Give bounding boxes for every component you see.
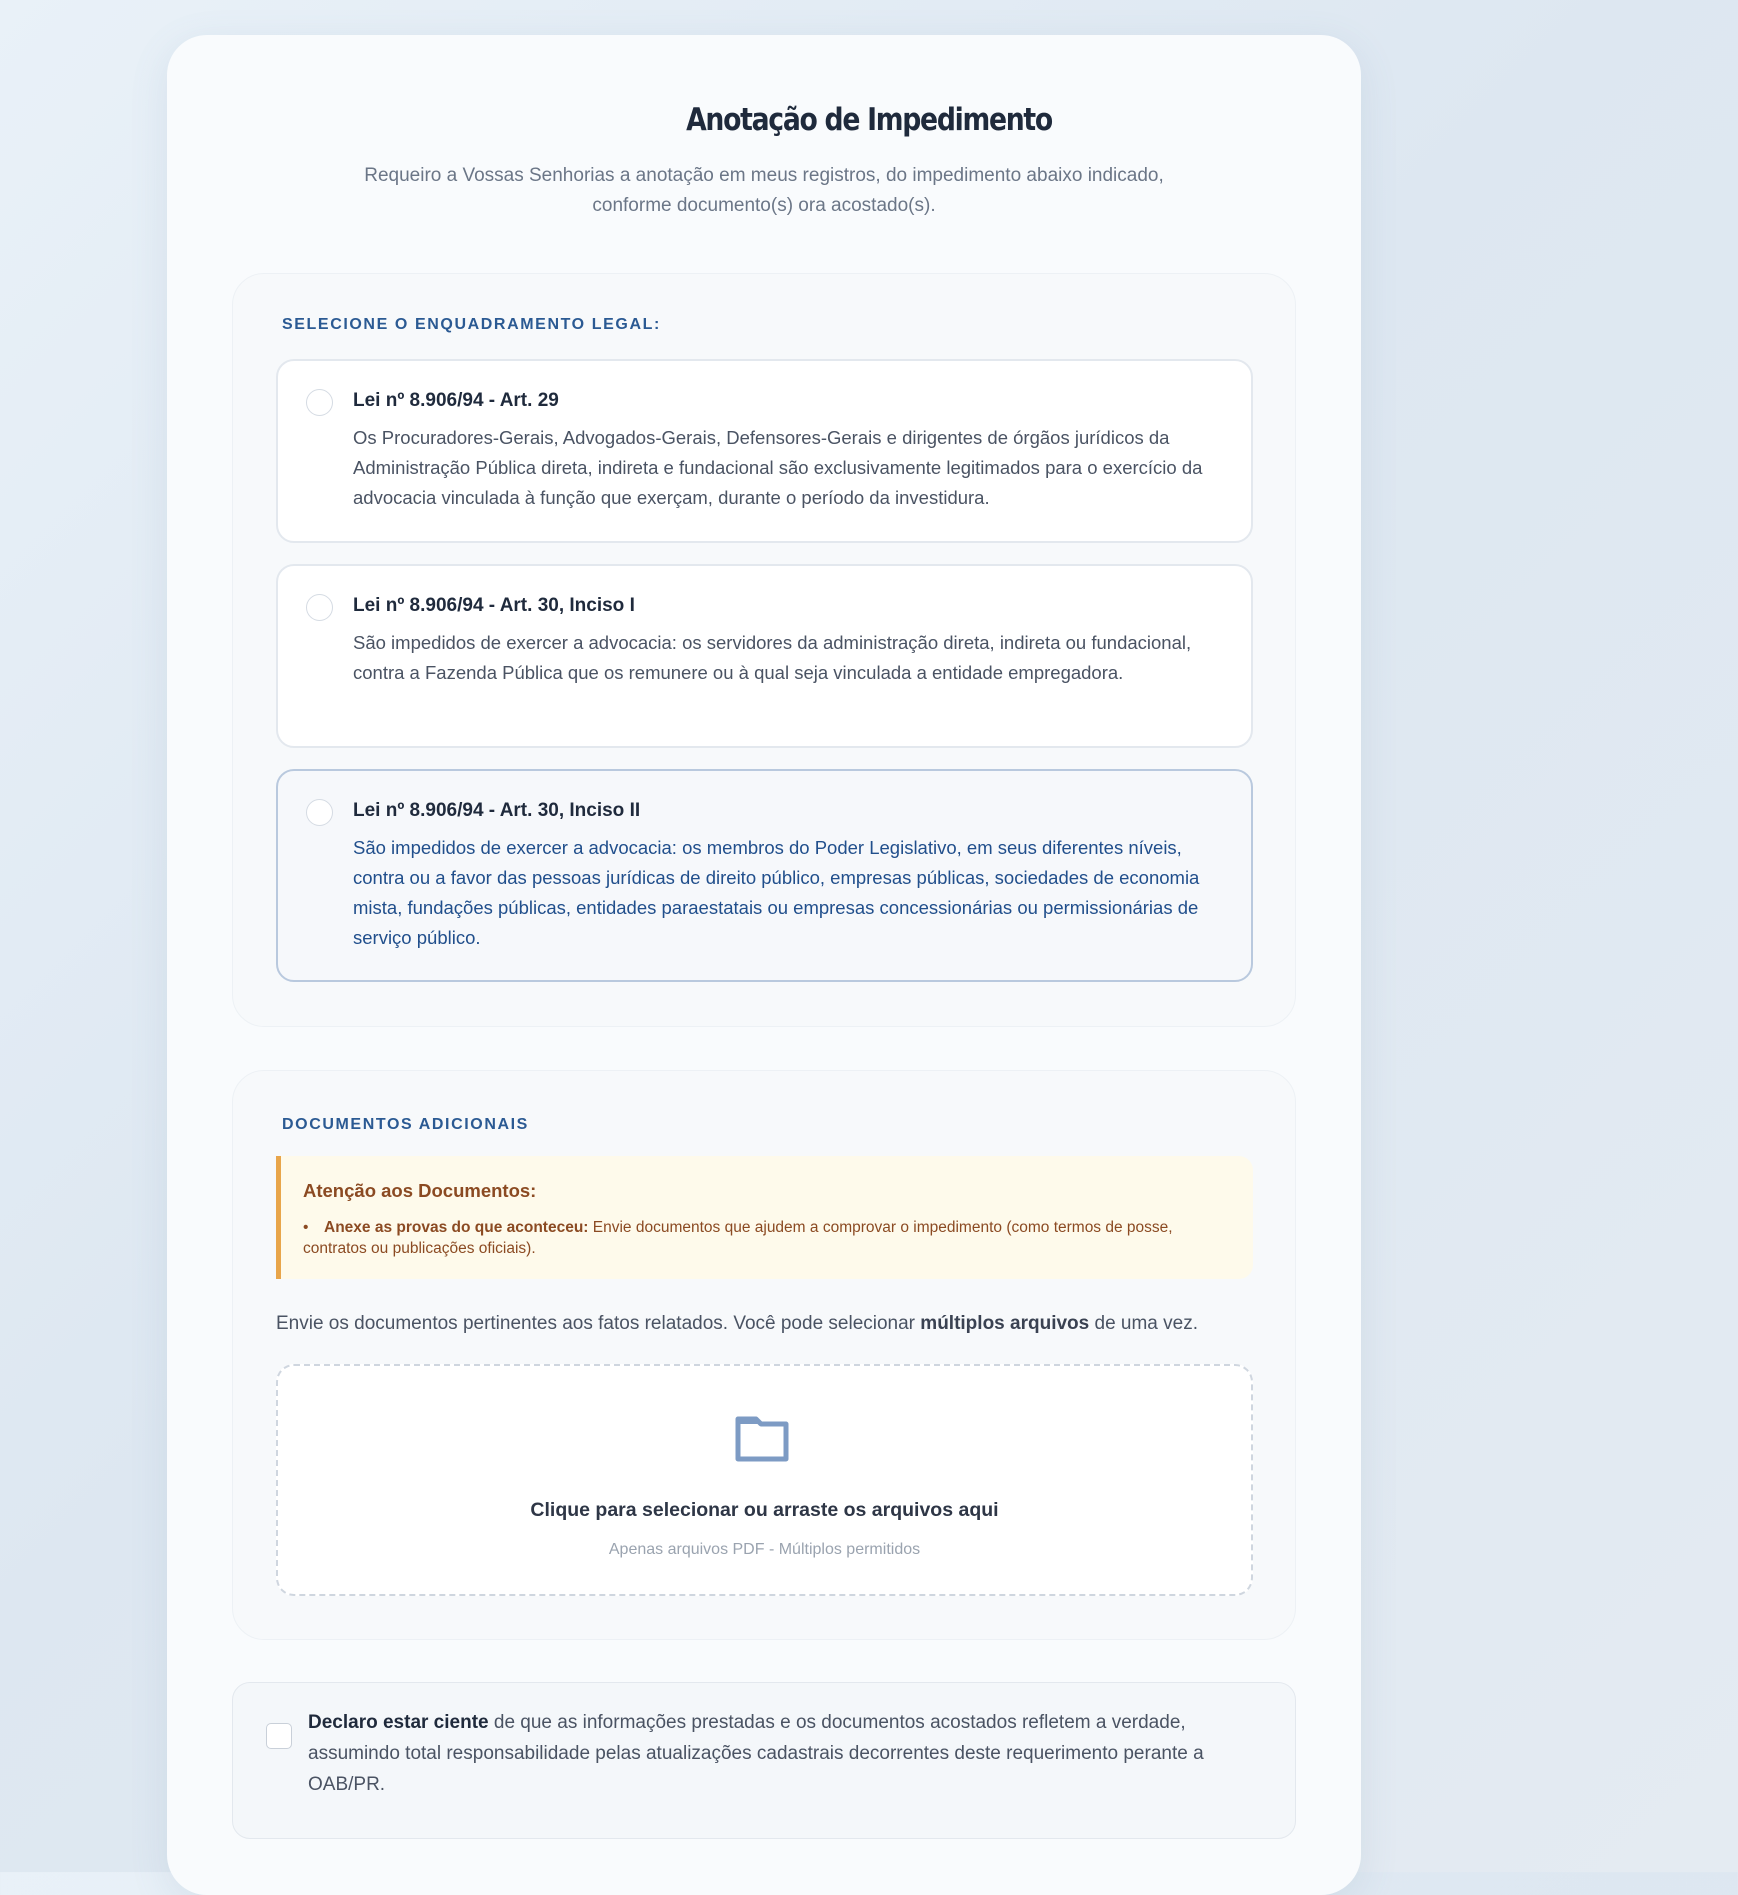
file-dropzone[interactable]: [276, 1364, 1253, 1596]
radio-button[interactable]: [306, 799, 333, 826]
upload-intro-text: Envie os documentos pertinentes aos fatos relatados. Você pode selecionar: [276, 1313, 921, 1334]
legal-framework-section: [232, 273, 1296, 1027]
page-title: Anotação de Impedimento: [686, 102, 1052, 138]
option-art-30-inciso-ii[interactable]: [276, 769, 1253, 982]
option-art-29[interactable]: [276, 359, 1253, 543]
declaration-body: de que as informações prestadas e os documentos acostados refletem a verdade, assumindo total responsabilidade pelas atualizações cadastrais decorrentes deste requerimento perante a OAB/PR.: [308, 1712, 1204, 1795]
section-label: SELECIONE O ENQUADRAMENTO LEGAL:: [282, 316, 661, 333]
warning-box: [276, 1156, 1253, 1279]
warning-title: Atenção aos Documentos:: [303, 1180, 537, 1201]
option-title: Lei nº 8.906/94 - Art. 30, Inciso II: [353, 800, 641, 821]
option-title: Lei nº 8.906/94 - Art. 29: [353, 390, 559, 411]
warning-item: [303, 1217, 1233, 1259]
option-description: São impedidos de exercer a advocacia: os servidores da administração direta, indireta ou fundacional, contra a Fazenda Pública que os remunere ou à qual seja vinculada a entidade empregadora.: [353, 632, 1192, 683]
bullet-icon: •: [303, 1219, 309, 1236]
upload-intro-bold: múltiplos arquivos: [920, 1313, 1090, 1334]
radio-button[interactable]: [306, 389, 333, 416]
section-label: DOCUMENTOS ADICIONAIS: [282, 1116, 529, 1133]
folder-icon: [734, 1415, 790, 1463]
documents-section: [232, 1070, 1296, 1640]
radio-button[interactable]: [306, 594, 333, 621]
option-title: Lei nº 8.906/94 - Art. 30, Inciso I: [353, 595, 635, 616]
warning-item-bold: Anexe as provas do que aconteceu:: [324, 1219, 589, 1236]
option-art-30-inciso-i[interactable]: [276, 564, 1253, 748]
declaration-checkbox[interactable]: [266, 1723, 292, 1749]
option-description: Os Procuradores-Gerais, Advogados-Gerais, Defensores-Gerais e dirigentes de órgãos jurídicos da Administração Pública direta, indireta e fundacional são exclusivamente legitimados para o exercício da advocacia vinculada à função que exerçam, durante o período da investidura.: [353, 427, 1203, 508]
page-subtitle: Requeiro a Vossas Senhorias a anotação em meus registros, do impedimento abaixo indicado, conforme documento(s) ora acostado(s).: [364, 165, 1164, 216]
option-description: São impedidos de exercer a advocacia: os membros do Poder Legislativo, em seus diferentes níveis, contra ou a favor das pessoas jurídicas de direito público, empresas públicas, sociedades de economia mista, fundações públicas, entidades paraestatais ou empresas concessionárias ou permissionárias de serviço público.: [353, 837, 1200, 948]
declaration-box: [232, 1682, 1296, 1839]
dropzone-title: Clique para selecionar ou arraste os arquivos aqui: [530, 1499, 999, 1521]
declaration-bold: Declaro estar ciente: [308, 1712, 489, 1733]
upload-intro-text-end: de uma vez.: [1089, 1313, 1198, 1334]
warning-item-text: Envie documentos que ajudem a comprovar o impedimento (como termos de posse, contratos ou publicações oficiais).: [303, 1219, 1173, 1257]
dropzone-hint: Apenas arquivos PDF - Múltiplos permitidos: [608, 1541, 921, 1558]
upload-instructions: [276, 1313, 1198, 1335]
declaration-text: [308, 1707, 1268, 1800]
